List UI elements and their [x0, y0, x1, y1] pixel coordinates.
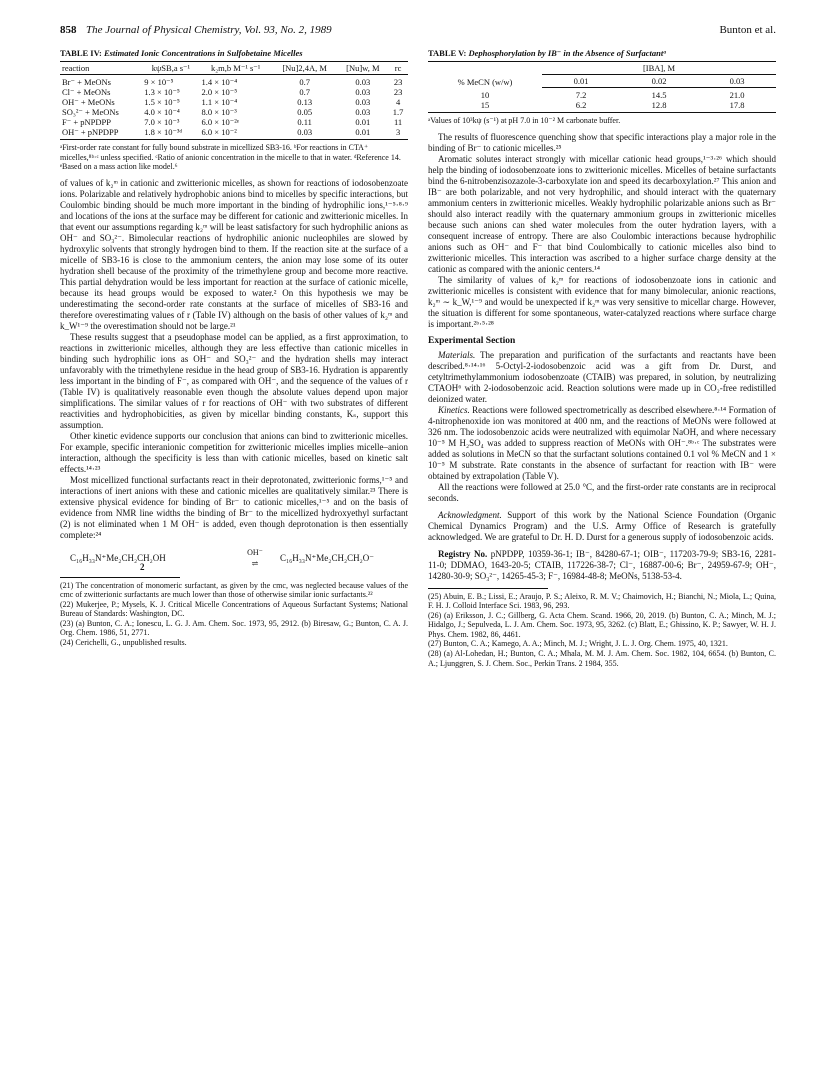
- table-cell: 4: [395, 97, 401, 107]
- table-cell: 0.03: [355, 107, 371, 117]
- reference-item: (26) (a) Eriksson, J. C.; Gillberg, G. Acta Chem. Scand. 1966, 20, 2019. (b) Bunton, C. A.; Minch, M. J.; Hidalgo, J.; Sepulveda, L. J. Am. Chem. Soc. 1973, 95, 3262. (c) Blatt, E.; Ghissino, K. P.; Sawyer, W. H. J. Phys. Chem. 1982, 86, 4461.: [428, 610, 776, 639]
- table-cell: OH⁻ + MeONs: [62, 97, 115, 107]
- table-cell: 7.0 × 10⁻³: [144, 117, 180, 127]
- table-cell: 14.5: [651, 90, 667, 100]
- table4-header: [Nu]2,4A, M: [272, 62, 338, 75]
- run-in-heading: Kinetics.: [438, 404, 470, 415]
- right-references: [428, 592, 776, 669]
- table5-subhead: 0.01: [542, 75, 620, 88]
- table4-footnotes: ᵃFirst-order rate constant for fully bound substrate in micellized SB3-16. ᵇFor reactions in CTA⁺ micelles,⁸ᵇ·ᶜ unless specified. ᶜRatio of anionic concentration in the micelle to that in water. ᵈReference 14. ᵉBased on a mass action like model.⁶: [60, 143, 401, 171]
- reference-item: (21) The concentration of monomeric surfactant, as given by the cmc, was neglected because values of the cmc of zwitterionic surfactants are much lower than those of otherwise similar ionic surfactants.²²: [60, 580, 408, 600]
- table-row: [60, 107, 408, 117]
- table-cell: 6.0 × 10⁻²ᵉ: [201, 117, 239, 127]
- table5-footnote: ᵃValues of 10³kψ (s⁻¹) at pH 7.0 in 10⁻² M carbonate buffer.: [428, 116, 621, 125]
- body-paragraph: of values of k₂ᵐ in cationic and zwitterionic micelles, as shown for reactions of iodosobenzoate ions. Polarizable and relatively hydrophobic anions bind to micelles by specific interactions, but Coulombic binding should be much more important in the binding of hydrophilic ions,¹⁻⁵·⁸·⁹ and locations of the ions at the surface may be different for cationic and zwitterionic micelles. In that event our assumptions regarding k₂ᵐ will be least satisfactory for such hydrophilic anions as OH⁻ and SO₃²⁻. Bimolecular reactions of hydrophilic anionic nucleophiles are slowed by hydroxylic solvents that strongly hydrogen bind to them. If the reaction site at the surface of a micelle of SB3-16 is close to the ammonium centers, the anion may lose some of its outer hydration shell because of the proximity of the trimethylene group and become more reactive. This partial dehydration would be less important for reaction at the surface of cationic micelle, because its head groups would be exposed to water.² On this hypothesis we may be underestimating the second-order rate constants at the surface of micelles of SB3-16 and therefore overestimating values of r (Table IV) although on the basis of other values of k₂ᵐ and k_W¹⁻⁹ the overestimation should not be large.²¹: [60, 177, 408, 331]
- table5-title: Dephosphorylation by IB⁻ in the Absence of Surfactantᵃ: [468, 48, 666, 58]
- table5-subhead: 0.02: [620, 75, 698, 88]
- table-cell: 9 × 10⁻⁵: [144, 77, 174, 87]
- right-column: [428, 48, 776, 668]
- kinetics-paragraph: Kinetics. Reactions were followed spectrometrically as described elsewhere.⁸·¹⁴ Formation of 4-nitrophenoxide ion was monitored at 400 nm, and the reactions of MeONs were followed at 326 nm. The iodosobenzoic acids were neutralized with equimolar NaOH, and where necessary 10⁻⁵ M H₂SO₄ was added to suppress reaction of MeONs with OH⁻.⁸ᵇ·ᶜ The substrates were added as solutions in MeCN so that the surfactant solutions contained 0.1 vol % MeCN and 1 × 10⁻⁵ M substrate. Rate constants in the absence of surfactant for reaction with IB⁻ were obtained by extrapolation (Table V).: [428, 404, 776, 481]
- table-cell: Br⁻ + MeONs: [62, 77, 111, 87]
- table-cell: OH⁻ + pNPDPP: [62, 127, 119, 137]
- table-cell: 6.0 × 10⁻²: [201, 127, 237, 137]
- reference-item: (25) Abuin, E. B.; Lissi, E.; Araujo, P. S.; Aleixo, R. M. V.; Chaimovich, H.; Bianchi, N.; Miola, L.; Quina, F. H. J. Colloid Interface Sci. 1983, 96, 293.: [428, 591, 776, 611]
- table-cell: 23: [393, 87, 403, 97]
- footnote-rule: [428, 588, 548, 589]
- table5-subhead: 0.03: [698, 75, 776, 88]
- table-cell: 1.7: [392, 107, 404, 117]
- table4-body: [60, 75, 408, 140]
- body-paragraph: Most micellized functional surfactants react in their deprotonated, zwitterionic forms,¹⁻⁵ and interactions of inert anions with these and cationic micelles are qualitatively similar.²³ There is extensive physical evidence for binding of Br⁻ to cationic micelles,¹⁻⁵ and on the basis of evidence from NMR line widths the binding of Br⁻ to the micellized hydroxyethyl surfactant (2) is not eliminated when 1 M OH⁻ is added, even though deprotonation is then essentially complete:²⁴: [60, 474, 408, 540]
- table-cell: 0.11: [297, 117, 312, 127]
- table5-group-head: [IBA], M: [542, 62, 776, 75]
- footnote-rule: [60, 577, 180, 578]
- reference-item: (24) Cerichelli, G., unpublished results.: [60, 638, 187, 648]
- table-row: [60, 87, 408, 97]
- arrow-label: OH⁻: [247, 547, 263, 557]
- table-cell: 0.01: [355, 127, 371, 137]
- table-cell: 1.1 × 10⁻⁴: [201, 97, 238, 107]
- table-cell: F⁻ + pNPDPP: [62, 117, 111, 127]
- table5-body: [428, 88, 776, 113]
- table-cell: 15: [480, 100, 490, 110]
- table-row: [60, 117, 408, 127]
- table-cell: Cl⁻ + MeONs: [62, 87, 111, 97]
- equation-reactant: C₁₆H₃₃N⁺Me₂CH₂CH₂OH: [70, 552, 166, 563]
- table5-caption: TABLE V: Dephosphorylation by IB⁻ in the Absence of Surfactantᵃ: [428, 48, 666, 58]
- table-cell: 10: [480, 89, 490, 100]
- table-cell: 4.0 × 10⁻⁴: [144, 107, 180, 117]
- table4-caption: TABLE IV: Estimated Ionic Concentrations in Sulfobetaine Micelles: [60, 48, 303, 58]
- table-row: [428, 100, 776, 113]
- body-paragraph: All the reactions were followed at 25.0 °C, and the first-order rate constants are in reciprocal seconds.: [428, 481, 776, 503]
- journal-citation: The Journal of Physical Chemistry, Vol. 93, No. 2, 1989: [86, 24, 332, 36]
- table-row: [60, 127, 408, 140]
- reference-item: (22) Mukerjee, P.; Mysels, K. J. Critical Micelle Concentrations of Aqueous Surfactant Systems; National Bureau of Standards: Washington, DC.: [60, 599, 408, 619]
- table-cell: 17.8: [729, 100, 745, 110]
- table-cell: 12.8: [651, 100, 667, 110]
- page-number: 858: [60, 24, 77, 36]
- table4-header: [Nu]w, M: [338, 62, 389, 75]
- reference-item: (28) (a) Al-Lohedan, H.; Bunton, C. A.; Mhala, M. M. J. Am. Chem. Soc. 1982, 104, 6654. (b) Bunton, C. A.; Ljunggren, S. J. Chem. Soc., Perkin Trans. 2 1984, 355.: [428, 649, 776, 668]
- run-in-heading: Materials.: [438, 349, 476, 360]
- table-cell: 8.0 × 10⁻³: [201, 107, 237, 117]
- chemical-equation: [60, 545, 408, 571]
- table-cell: 7.2: [575, 90, 587, 100]
- table-row: [428, 88, 776, 101]
- ack-label: Acknowledgment.: [438, 509, 502, 520]
- table-row: [60, 97, 408, 107]
- table-cell: 0.13: [297, 97, 313, 107]
- section-heading: Experimental Section: [428, 335, 516, 346]
- table-cell: 0.7: [299, 87, 310, 97]
- body-paragraph: Other kinetic evidence supports our conclusion that anions can bind to zwitterionic micelles. For example, specific interanionic competition for zwitterionic micelles implies micelle–anion interaction, although the specificity is less than with cationic micelles, based on kinetic salt effects.¹⁴·²³: [60, 430, 408, 474]
- table-cell: 6.2: [575, 100, 587, 110]
- left-column: [60, 48, 408, 648]
- equation-product: C₁₆H₃₃N⁺Me₂CH₂CH₂O⁻: [280, 552, 374, 563]
- table5: [428, 61, 776, 113]
- reference-item: (27) Bunton, C. A.; Kamego, A. A.; Minch, M. J.; Wright, J. L. J. Org. Chem. 1975, 40, 1321.: [428, 639, 728, 649]
- table-cell: 0.03: [355, 77, 371, 87]
- table-cell: 0.7: [299, 77, 310, 87]
- registry-numbers: Registry No. pNPDPP, 10359-36-1; IB⁻, 84280-67-1; OIB⁻, 117203-79-9; SB3-16, 2281-11-0; DDMAO, 1643-20-5; CTAIB, 117226-38-7; Cl⁻, 16887-00-6; Br⁻, 24959-67-9; OH⁻, 14280-30-9; SO₃²⁻, 14265-45-3; F⁻, 16984-48-8; MeONs, 5138-53-4.: [428, 548, 776, 581]
- table-cell: 0.03: [355, 97, 371, 107]
- table4-header: kψSB,a s⁻¹: [142, 62, 199, 75]
- compound-number: 2: [140, 561, 145, 572]
- table-cell: 0.03: [297, 127, 313, 137]
- table-cell: 0.01: [355, 117, 371, 127]
- table-cell: 2.0 × 10⁻⁵: [201, 87, 238, 97]
- table-row: [60, 75, 408, 88]
- table4-header: k₂m,b M⁻¹ s⁻¹: [200, 62, 272, 75]
- table-cell: 21.0: [729, 90, 745, 100]
- left-references: [60, 581, 408, 648]
- table-cell: 1.5 × 10⁻⁵: [144, 97, 180, 107]
- table4-header: rc: [388, 62, 408, 75]
- table-cell: 1.8 × 10⁻³ᵈ: [144, 127, 183, 137]
- body-paragraph: Aromatic solutes interact strongly with micellar cationic head groups,¹⁻³·²⁶ which should help the binding of iodosobenzoate ions to zwitterionic micelles. Micelles of betaine surfactants bind the 6-nitrobenzisozazole-3-carboxylate ion and speed its decarboxylation.²⁷ This anion and IB⁻ are both polarizable, and not very hydrophilic, and should interact with the quaternary ammonium centers in zwitterionic micelles. Weakly hydrophilic polarizable anions such as Br⁻ should also interact readily with the quaternary ammonium groups in zwitterionic micelles because such anions can shed water molecules from the outer hydration layers, with a consequent increase of entropy. There are also Coulombic interactions because hydrophilic anions such as OH⁻ and F⁻ that bind Coulombically to cationic micelles also bind to zwitterionic micelles. This interaction was ascribed to a higher surface charge density at the cationic as compared with the anionic centers.¹⁴: [428, 153, 776, 274]
- table-cell: 11: [394, 117, 403, 127]
- table-cell: 3: [395, 127, 401, 137]
- registry-label: Registry No.: [438, 548, 488, 559]
- running-header: [60, 24, 776, 40]
- equilibrium-arrow: OH⁻ ⇌: [247, 547, 263, 568]
- body-paragraph: The similarity of values of k₂ᵐ for reactions of iodosobenzoate ions in cationic and zwitterionic micelles is consistent with evidence that for many bimolecular, anionic reactions, k₂ᵐ ∼ k_W,¹⁻⁹ and would be unexpected if k₂ᵐ was very sensitive to micellar charge. However, the situation is different for some spontaneous, water-catalyzed reactions where surface charge is important.²ᵇ·⁵·²⁸: [428, 274, 776, 329]
- running-author: Bunton et al.: [719, 24, 776, 36]
- table-cell: 1.3 × 10⁻⁵: [144, 87, 180, 97]
- acknowledgment: Acknowledgment. Support of this work by the National Science Foundation (Organic Chemical Dynamics Program) and the U.S. Army Office of Research is gratefully acknowledged. We are grateful to Dr. H. D. Durst for a generous supply of iodosobenzoic acids.: [428, 509, 776, 542]
- materials-paragraph: Materials. The preparation and purification of the surfactants and reactants have been described.⁸·¹⁴·¹⁶ 5-Octyl-2-iodosobenzoic acid was a gift from Dr. Durst, and cetyltrimethylammonium iodosobenzoate (CTAIB) was prepared, in solution, by neutralizing CTAOH⁶ with 2-iodosobenzoic acid. Reaction solutions were made up in CO₂-free redistilled deionized water.: [428, 349, 776, 404]
- paper-page: [60, 24, 776, 1054]
- table-cell: SO₃²⁻ + MeONs: [62, 107, 119, 117]
- table5-col-head: % MeCN (w/w): [457, 76, 513, 87]
- body-paragraph: These results suggest that a pseudophase model can be applied, as a first approximation, to reactions in zwitterionic micelles, although they are less effective than cationic micelles in binding such hydrophilic ions as OH⁻ and SO₃²⁻ and the hydration shells may interact unfavorably with the trimethylene residue in the head group of SB3-16. Hydration is apparently less important in the binding of F⁻, as compared with OH⁻, and the sequence of the values of r (Table IV) is qualitatively reasonable even though the absolute values depend upon major simplifications. The similar values of r for reactions of OH⁻ with two substrates of different reactivities and hydrophobicities, as given by micellar binding constants, Kₛ, support this assumption.: [60, 331, 408, 430]
- body-paragraph: The results of fluorescence quenching show that specific interactions play a major role in the binding of Br⁻ to cationic micelles.²⁵: [428, 131, 776, 153]
- table-cell: 0.05: [297, 107, 313, 117]
- table4: [60, 61, 408, 140]
- table-cell: 0.03: [355, 87, 371, 97]
- table4-title: Estimated Ionic Concentrations in Sulfobetaine Micelles: [103, 48, 303, 58]
- reference-item: (23) (a) Bunton, C. A.; Ionescu, L. G. J. Am. Chem. Soc. 1973, 95, 2912. (b) Biresaw, G.; Bunton, C. A. J. Org. Chem. 1986, 51, 2771.: [60, 618, 408, 638]
- table-cell: 23: [393, 77, 403, 87]
- table-cell: 1.4 × 10⁻⁴: [201, 77, 238, 87]
- table4-header: reaction: [60, 62, 142, 75]
